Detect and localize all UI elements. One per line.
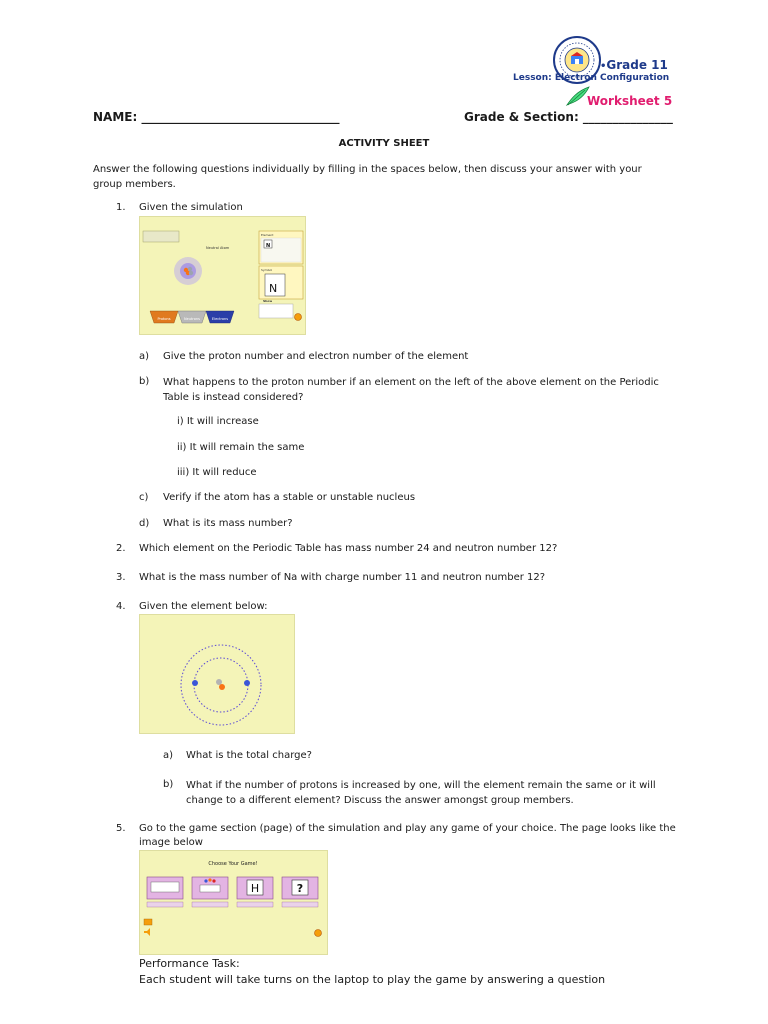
question-5-number: 5. [116,823,126,834]
neutrons-basket-label: Neutrons [184,317,200,321]
grade-section-field[interactable]: Grade & Section: _______________ [464,110,673,124]
game-4-symbol: ? [296,882,304,895]
q1-option-1: i) It will increase [177,416,259,427]
name-field[interactable]: NAME: _________________________________ [93,110,340,124]
q4-b-label: b) [163,779,174,790]
q1-b-text: What happens to the proton number if an element on the left of the above element on the Periodic Table is instead considered? [163,377,659,403]
worksheet-label: Worksheet 5 [587,94,673,108]
q1-option-3: iii) It will reduce [177,467,257,478]
instructions-paragraph: Answer the following questions individually by filling in the spaces below, then discuss your answer with your group members. [93,164,642,190]
atom-model-image [139,614,295,734]
q1-a-text: Give the proton number and electron number of the element [163,351,469,362]
question-1-number: 1. [116,202,126,213]
question-2-number: 2. [116,543,126,554]
choose-game-title: Choose Your Game! [208,861,258,867]
performance-task-text: Each student will take turns on the laptop to play the game by answering a question [139,973,606,986]
question-2-text: Which element on the Periodic Table has mass number 24 and neutron number 12? [139,543,558,554]
performance-task-title: Performance Task: [139,957,240,970]
q1-option-2: ii) It will remain the same [177,442,305,453]
q1-d-label: d) [139,518,150,529]
lesson-title: Lesson: Electron Configuration [513,73,670,83]
q1-a-label: a) [139,351,150,362]
q1-d-text: What is its mass number? [163,518,293,529]
electrons-basket-label: Electrons [211,317,229,321]
protons-basket-label: Protons [157,317,171,321]
symbol-panel-label: Symbol [261,268,273,272]
grade-level-badge: •Grade 11 [600,58,668,72]
neutral-atom-label: Neutral Atom [206,246,230,250]
element-grid-symbol: N [266,243,271,249]
game-section-image [139,850,328,955]
element-panel-label: Element [261,233,274,237]
show-options-label: Show [263,299,273,303]
question-5-text: Go to the game section (page) of the simulation and play any game of your choice. The page looks like the image below [139,823,676,848]
question-1-text: Given the simulation [139,202,243,213]
question-3-number: 3. [116,572,126,583]
build-an-atom-simulation-image [139,216,306,335]
question-4-number: 4. [116,601,126,612]
element-symbol: N [269,282,278,295]
q1-c-text: Verify if the atom has a stable or unstable nucleus [163,492,416,503]
question-4-text: Given the element below: [139,601,268,612]
activity-sheet-title: ACTIVITY SHEET [338,138,430,149]
q1-c-label: c) [139,492,149,503]
question-3-text: What is the mass number of Na with charge number 11 and neutron number 12? [139,572,546,583]
q4-a-text: What is the total charge? [186,750,312,761]
q1-b-label: b) [139,376,150,387]
q4-b-text: What if the number of protons is increased by one, will the element remain the same or it will change to a different element? Discuss the answer amongst group members. [186,780,656,806]
game-3-symbol: H [250,882,260,895]
q4-a-label: a) [163,750,174,761]
